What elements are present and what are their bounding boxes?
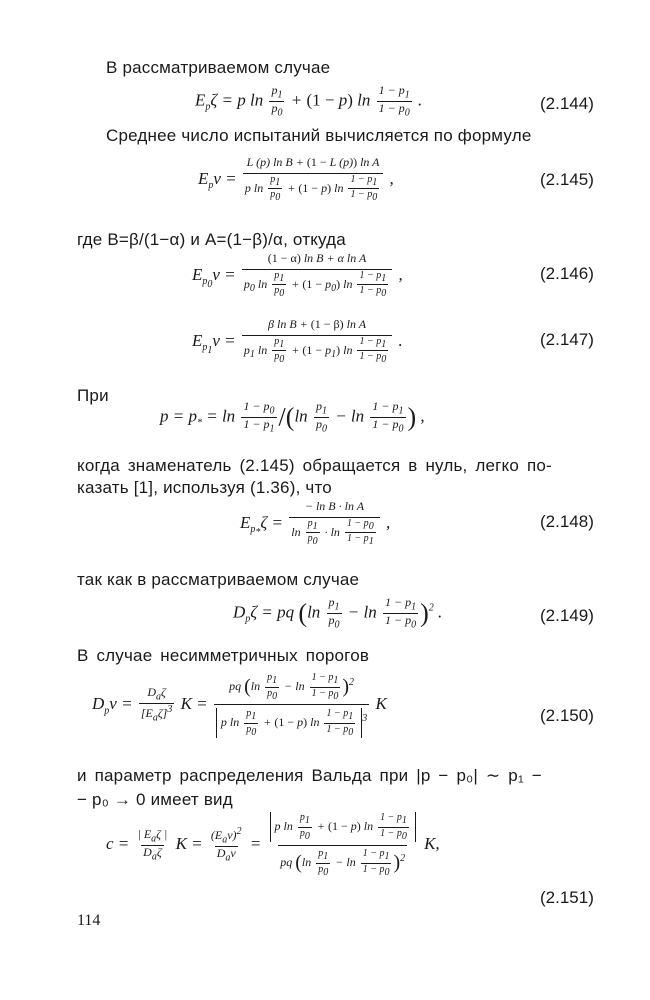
equation-label: (2.149): [540, 606, 594, 625]
equation-label: (2.148): [540, 512, 594, 531]
equation-2-150: $D_p\nu$ = $\frac{D_a\zeta}{[E_a\zeta]^3}$ K = pq (ln $\frac{p_1}{p_0}$ − ln $\frac{1 - p_1}{1 - p_0}$ )$^2$ p ln $\frac{p_1}{p_0}$ + (1 − p) ln $\frac{1 - p_1}{1 - p_0}$ $^3$ K: [92, 672, 387, 738]
equation-2-151: c = $\frac{| E_a\zeta |}{D_a\zeta}$ K = $\frac{(E_a\nu)^2}{D_a\nu}$ = p ln $\frac{p_1}{p_0}$ + (1 − p) ln $\frac{1 - p_1}{1 - p_0}$ pq (ln $\frac{p_1}{p_0}$ − ln $\frac{1 - p_1}{1 - p_0}$ )$^2$ K,: [106, 812, 440, 878]
equation-label: (2.145): [540, 170, 594, 189]
paragraph-where: где B=β/(1−α) и A=(1−β)/α, откуда: [77, 230, 346, 249]
equation-label: (2.144): [540, 94, 594, 113]
page-number: 114: [77, 912, 101, 929]
equation-2-145: $E_p\nu$ = L (p) ln B + (1 − L (p)) ln A p ln $\frac{p_1}{p_0}$ + (1 − p) ln $\frac{1 - p_1}{1 - p_0}$ ,: [198, 155, 394, 204]
paragraph-since: так как в рассматриваемом случае: [77, 570, 360, 589]
equation-2-144: $E_p\zeta = p$ ln $\frac{p_1}{p_0}$ + (1 − p) ln $\frac{1 - p_1}{1 - p_0}$ .: [195, 83, 423, 119]
equation-2-148: $E_{p_*}\zeta$ = − ln B · ln A ln $\frac{p_1}{p_0}$ · ln $\frac{1 - p_0}{1 - p_1}$ ,: [240, 499, 391, 548]
paragraph-intro: В рассматриваемом случае: [106, 58, 331, 77]
paragraph-wald-line2: − p₀ → 0 имеет вид: [77, 790, 233, 809]
paragraph-asymmetric: В случае несимметричных порогов: [77, 646, 370, 665]
paragraph-mean-trials: Среднее число испытаний вычисляется по формуле: [106, 126, 532, 145]
paragraph-denominator-line2: казать [1], используя (1.36), что: [77, 478, 332, 497]
equation-label: (2.151): [540, 888, 594, 907]
paragraph-denominator-line1: когда знаменатель (2.145) обращается в нуль, легко по-: [77, 456, 552, 475]
equation-2-146: $E_{p_0}\nu$ = (1 − α) ln B + α ln A $p_0$ ln $\frac{p_1}{p_0}$ + $(1 - p_0)$ ln $\frac{1 - p_1}{1 - p_0}$ ,: [192, 251, 403, 300]
equation-2-147: $E_{p_1}\nu$ = β ln B + (1 − β) ln A $p_1$ ln $\frac{p_1}{p_0}$ + $(1 - p_1)$ ln $\frac{1 - p_1}{1 - p_0}$ .: [192, 317, 403, 366]
equation-label: (2.146): [540, 264, 594, 283]
paragraph-at: При: [77, 386, 109, 405]
equation-2-149: $D_p\zeta$ = pq (ln $\frac{p_1}{p_0}$ − ln $\frac{1 - p_1}{1 - p_0}$ )$^2$ .: [233, 595, 443, 631]
equation-p-star: $p = p_* = \ln$ $\frac{1 - p_0}{1 - p_1}$ /(ln $\frac{p_1}{p_0}$ − ln $\frac{1 - p_1}{1 - p_0}$ ) ,: [160, 399, 425, 435]
paragraph-wald-line1: и параметр распределения Вальда при |p − p₀| ∼ p₁ −: [77, 766, 542, 785]
equation-label: (2.147): [540, 330, 594, 349]
equation-label: (2.150): [540, 706, 594, 725]
